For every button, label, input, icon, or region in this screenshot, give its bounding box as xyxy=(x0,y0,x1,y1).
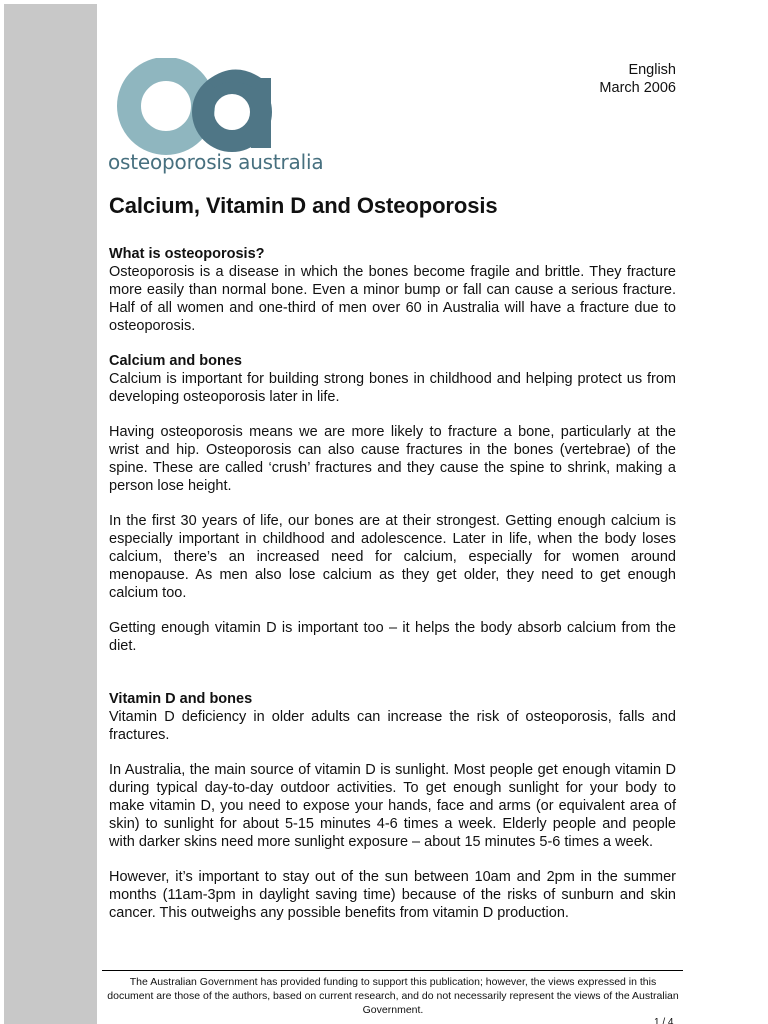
paragraph: However, it’s important to stay out of the sun between 10am and 2pm in the summer months (11am-3pm in daylight saving time) because of the risks of sunburn and skin cancer. This outweighs any possible benefits from vitamin D production. xyxy=(109,869,676,921)
paragraph: Getting enough vitamin D is important too – it helps the body absorb calcium from the diet. xyxy=(109,620,676,654)
page-number: 1 / 4 xyxy=(654,1017,674,1024)
publication-date: March 2006 xyxy=(599,80,676,96)
page-title: Calcium, Vitamin D and Osteoporosis xyxy=(109,193,498,218)
heading-vitamin-d-and-bones: Vitamin D and bones xyxy=(109,691,253,707)
left-margin-bar xyxy=(4,4,97,1024)
paragraph: Osteoporosis is a disease in which the bones become fragile and brittle. They fracture more easily than normal bone. Even a minor bump or fall can cause a serious fracture. Half of all women and one-third of men over 60 in Australia will have a fracture due to osteoporosis. xyxy=(109,264,676,334)
document-body xyxy=(109,245,676,922)
logo-wordmark: osteoporosis australia xyxy=(108,150,324,174)
language-label: English xyxy=(628,62,676,78)
paragraph: Vitamin D deficiency in older adults can increase the risk of osteoporosis, falls and fractures. xyxy=(109,709,676,743)
footer-divider xyxy=(102,970,683,971)
paragraph: In Australia, the main source of vitamin D is sunlight. Most people get enough vitamin D during typical day-to-day outdoor activities. To get enough sunlight for your body to make vitamin D, you need to expose your hands, face and arms (or equivalent area of skin) to sunlight for about 5-15 minutes 4-6 times a week. Elderly people and people with darker skins need more sunlight exposure – about 15 minutes 5-6 times a week. xyxy=(109,762,676,850)
document-meta xyxy=(599,61,676,97)
footer-disclaimer: The Australian Government has provided funding to support this publication; however, the views expressed in this document are those of the authors, based on current research, and do not necessarily represent the views of the Australian Government. xyxy=(107,976,679,1016)
heading-what-is-osteoporosis: What is osteoporosis? xyxy=(109,246,265,262)
logo-o-ring xyxy=(129,69,203,143)
heading-calcium-and-bones: Calcium and bones xyxy=(109,353,242,369)
paragraph: In the first 30 years of life, our bones are at their strongest. Getting enough calcium is especially important in childhood and adolescence. Later in life, when the body loses calcium, there’s an increased need for calcium, especially for women around menopause. As men also lose calcium as they get older, they need to get enough calcium too. xyxy=(109,513,676,601)
paragraph: Calcium is important for building strong bones in childhood and helping protect us from developing osteoporosis later in life. xyxy=(109,371,676,405)
paragraph: Having osteoporosis means we are more likely to fracture a bone, particularly at the wrist and hip. Osteoporosis can also cause fractures in the bones (vertebrae) of the spine. These are called ‘crush’ fractures and they cause the spine to shrink, making a person lose height. xyxy=(109,424,676,494)
